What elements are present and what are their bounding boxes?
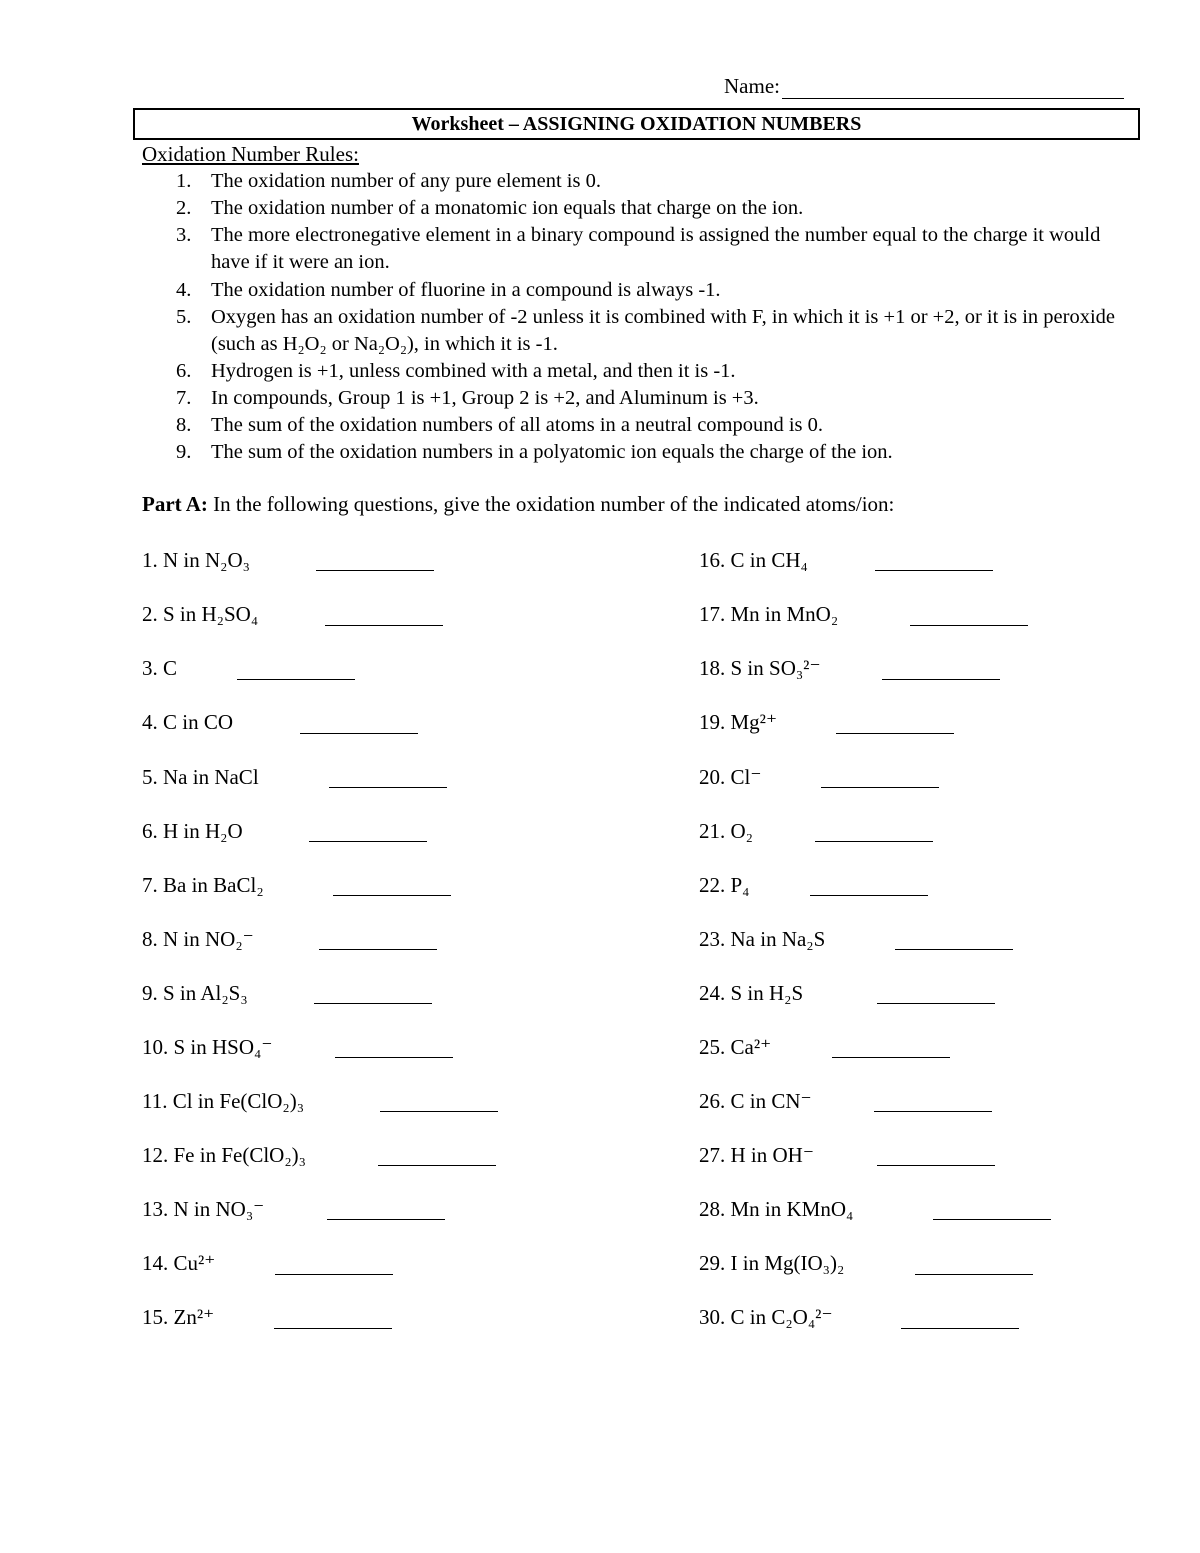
rule-number: 8. [176,414,192,436]
answer-blank-4[interactable] [300,733,418,734]
answer-blank-3[interactable] [237,679,355,680]
question-6: 6. H in H₂O [142,819,243,843]
question-11: 11. Cl in Fe(ClO₂)₃ [142,1089,305,1113]
answer-blank-22[interactable] [810,895,928,896]
question-7: 7. Ba in BaCl₂ [142,873,264,897]
question-12: 12. Fe in Fe(ClO₂)₃ [142,1143,306,1167]
question-1: 1. N in N₂O₃ [142,548,250,572]
answer-blank-18[interactable] [882,679,1000,680]
rule-number: 4. [176,279,192,301]
question-20: 20. Cl⁻ [699,765,762,789]
question-5: 5. Na in NaCl [142,765,259,789]
answer-blank-12[interactable] [378,1165,496,1166]
rule-number: 9. [176,441,192,463]
answer-blank-16[interactable] [875,570,993,571]
rule-number: 5. [176,306,192,328]
answer-blank-14[interactable] [275,1274,393,1275]
answer-blank-5[interactable] [329,787,447,788]
rules-heading: Oxidation Number Rules: [142,142,359,166]
rule-number: 6. [176,360,192,382]
answer-blank-1[interactable] [316,570,434,571]
question-21: 21. O₂ [699,819,753,843]
question-18: 18. S in SO₃²⁻ [699,656,821,680]
answer-blank-28[interactable] [933,1219,1051,1220]
answer-blank-23[interactable] [895,949,1013,950]
question-19: 19. Mg²⁺ [699,710,778,734]
part-a-text: In the following questions, give the oxidation number of the indicated atoms/ion: [207,492,895,516]
question-13: 13. N in NO₃⁻ [142,1197,265,1221]
answer-blank-24[interactable] [877,1003,995,1004]
rule-text: The oxidation number of a monatomic ion equals that charge on the ion. [211,197,804,219]
question-8: 8. N in NO₂⁻ [142,927,254,951]
answer-blank-25[interactable] [832,1057,950,1058]
question-9: 9. S in Al₂S₃ [142,981,248,1005]
answer-blank-13[interactable] [327,1219,445,1220]
rule-text: Oxygen has an oxidation number of -2 unless it is combined with F, in which it is +1 or +2, or it is in peroxide (such as H₂O₂ or Na₂O₂), in which it is -1. [211,306,1116,355]
rule-text: Hydrogen is +1, unless combined with a metal, and then it is -1. [211,360,736,382]
rule-text: The sum of the oxidation numbers of all atoms in a neutral compound is 0. [211,414,824,436]
question-10: 10. S in HSO₄⁻ [142,1035,273,1059]
question-4: 4. C in CO [142,710,234,734]
question-28: 28. Mn in KMnO₄ [699,1197,854,1221]
answer-blank-2[interactable] [325,625,443,626]
answer-blank-27[interactable] [877,1165,995,1166]
answer-blank-29[interactable] [915,1274,1033,1275]
question-2: 2. S in H₂SO₄ [142,602,259,626]
rule-text: The oxidation number of fluorine in a compound is always -1. [211,279,721,301]
answer-blank-26[interactable] [874,1111,992,1112]
answer-blank-6[interactable] [309,841,427,842]
answer-blank-7[interactable] [333,895,451,896]
rule-number: 1. [176,170,192,192]
question-24: 24. S in H₂S [699,981,804,1005]
rule-number: 3. [176,224,192,246]
question-15: 15. Zn²⁺ [142,1305,215,1329]
name-label: Name: [724,74,780,98]
answer-blank-19[interactable] [836,733,954,734]
part-a-label: Part A: [142,492,208,516]
worksheet-title: Worksheet – ASSIGNING OXIDATION NUMBERS [133,108,1140,140]
question-22: 22. P₄ [699,873,750,897]
question-3: 3. C [142,656,178,680]
name-field [724,74,1124,99]
question-23: 23. Na in Na₂S [699,927,826,951]
answer-blank-9[interactable] [314,1003,432,1004]
name-blank[interactable] [782,76,1124,99]
question-17: 17. Mn in MnO₂ [699,602,839,626]
answer-blank-8[interactable] [319,949,437,950]
answer-blank-17[interactable] [910,625,1028,626]
rule-text: The oxidation number of any pure element is 0. [211,170,601,192]
rule-number: 7. [176,387,192,409]
answer-blank-11[interactable] [380,1111,498,1112]
answer-blank-20[interactable] [821,787,939,788]
question-30: 30. C in C₂O₄²⁻ [699,1305,833,1329]
question-26: 26. C in CN⁻ [699,1089,812,1113]
question-14: 14. Cu²⁺ [142,1251,216,1275]
question-25: 25. Ca²⁺ [699,1035,772,1059]
rule-text: In compounds, Group 1 is +1, Group 2 is +2, and Aluminum is +3. [211,387,759,409]
part-a-instructions [142,492,894,517]
answer-blank-10[interactable] [335,1057,453,1058]
answer-blank-21[interactable] [815,841,933,842]
question-16: 16. C in CH₄ [699,548,808,572]
question-29: 29. I in Mg(IO₃)₂ [699,1251,845,1275]
rule-number: 2. [176,197,192,219]
rule-text: The more electronegative element in a binary compound is assigned the number equal to the charge it would have if it were an ion. [211,224,1101,273]
question-27: 27. H in OH⁻ [699,1143,814,1167]
answer-blank-15[interactable] [274,1328,392,1329]
answer-blank-30[interactable] [901,1328,1019,1329]
rule-text: The sum of the oxidation numbers in a polyatomic ion equals the charge of the ion. [211,441,893,463]
